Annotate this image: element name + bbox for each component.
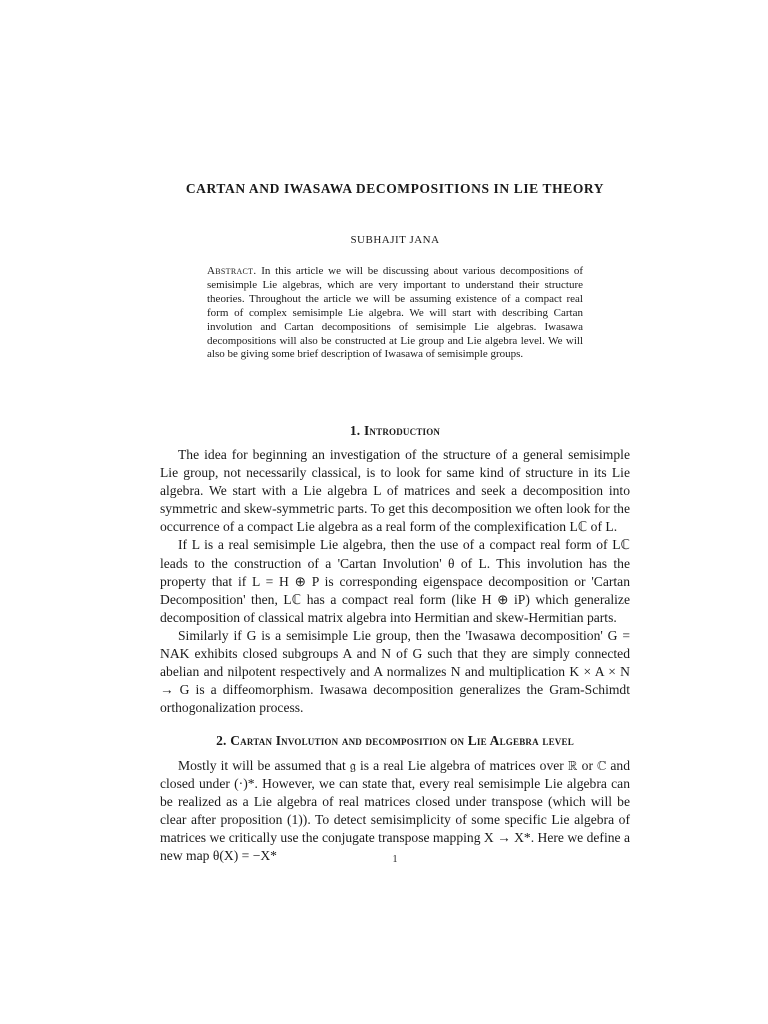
- author-name: SUBHAJIT JANA: [350, 234, 440, 246]
- section-number: 2.: [216, 733, 227, 748]
- page-number: 1: [392, 854, 398, 865]
- paragraph: Mostly it will be assumed that 𝔤 is a real Lie algebra of matrices over ℝ or ℂ and closed under (·)*. However, we can state that, every real semisimple Lie algebra can be realized as a Lie algebra of real matrices closed under transpose (which will be clear after proposition (1)). To detect semisimplicity of some specific Lie algebra of matrices we critically use the conjugate transpose mapping X → X*. Here we define a new map θ(X) = −X*: [160, 758, 630, 864]
- paragraph: Similarly if G is a semisimple Lie group, then the 'Iwasawa decomposition' G = NAK exhibits closed subgroups A and N of G such that they are simply connected abelian and nilpotent respectively and A normalizes N and multiplication K × A × N → G is a diffeomorphism. Iwasawa decomposition generalizes the Gram-Schimdt orthogonalization process.: [160, 627, 630, 716]
- paragraph: If L is a real semisimple Lie algebra, then the use of a compact real form of Lℂ leads to the construction of a 'Cartan Involution' θ of L. This involution has the property that if L = H ⊕ P is corresponding eigenspace decomposition or 'Cartan Decomposition' then, Lℂ has a compact real form (like H ⊕ iP) which generalize decomposition of classical matrix algebra into Hermitian and skew-Hermitian parts.: [160, 537, 630, 625]
- abstract-text: In this article we will be discussing about various decompositions of semisimple Lie algebras, which are very important to understand their structure theories. Throughout the article we will be assuming existence of a compact real form of complex semisimple Lie algebra. We will start with describing Cartan involution and Cartan decompositions of semisimple Lie algebras. Iwasawa decompositions will also be constructed at Lie group and Lie algebra level. We will also be giving some brief description of Iwasawa of semisimple groups.: [207, 265, 583, 361]
- introduction-body: [160, 446, 630, 717]
- abstract: [207, 265, 583, 362]
- section-heading-introduction: [160, 423, 630, 439]
- section-title: Cartan Involution and decomposition on Lie Algebra level: [230, 733, 574, 748]
- section-number: 1.: [349, 423, 361, 438]
- paragraph: The idea for beginning an investigation of the structure of a general semisimple Lie group, not necessarily classical, is to look for same kind of structure in its Lie algebra. We start with a Lie algebra L of matrices and seek a decomposition into symmetric and skew-symmetric parts. To get this decomposition we often look for the occurrence of a compact Lie algebra as a real form of the complexification Lℂ of L.: [160, 447, 630, 535]
- abstract-label: Abstract.: [207, 265, 257, 277]
- section2-body: [160, 757, 630, 866]
- section-title: Introduction: [363, 423, 441, 438]
- section-heading-cartan-involution: [160, 733, 630, 749]
- paper-title: CARTAN AND IWASAWA DECOMPOSITIONS IN LIE THEORY: [185, 181, 605, 196]
